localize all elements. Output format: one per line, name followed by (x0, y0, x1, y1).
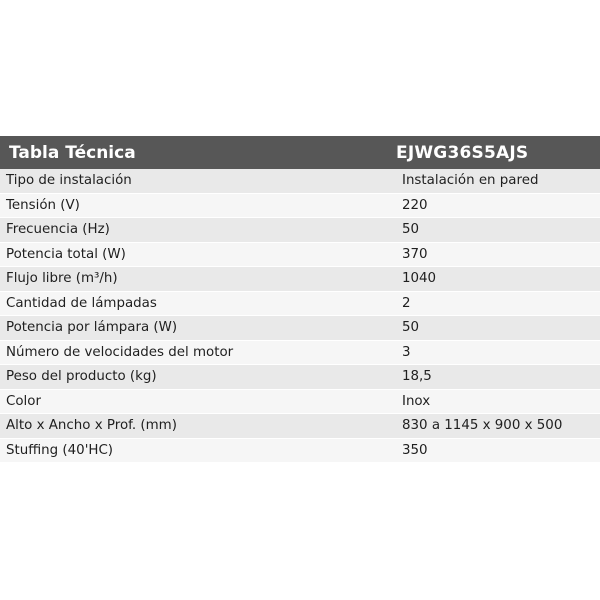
table-header (0, 136, 600, 169)
table-row (0, 414, 600, 439)
spec-value: 1040 (402, 271, 437, 287)
model-number: EJWG36S5AJS (396, 142, 529, 163)
table-row (0, 194, 600, 219)
spec-table (0, 136, 600, 463)
table-row (0, 218, 600, 243)
spec-label: Color (6, 393, 41, 409)
spec-label: Potencia total (W) (6, 246, 126, 262)
table-row (0, 292, 600, 317)
spec-value: 50 (402, 320, 420, 336)
spec-label: Alto x Ancho x Prof. (mm) (6, 418, 177, 434)
spec-value: 2 (402, 295, 411, 311)
spec-label: Cantidad de lámpadas (6, 295, 157, 311)
spec-value: 830 a 1145 x 900 x 500 (402, 418, 563, 434)
spec-label: Flujo libre (m³/h) (6, 271, 118, 287)
spec-value: Instalación en pared (402, 173, 539, 189)
spec-label: Potencia por lámpara (W) (6, 320, 178, 336)
spec-value: 3 (402, 344, 411, 360)
table-row (0, 390, 600, 415)
spec-value: 18,5 (402, 369, 432, 385)
table-row (0, 316, 600, 341)
table-row (0, 267, 600, 292)
spec-value: Inox (402, 393, 431, 409)
spec-value: 50 (402, 222, 420, 238)
table-title: Tabla Técnica (9, 142, 136, 163)
spec-value: 220 (402, 197, 428, 213)
spec-label: Peso del producto (kg) (6, 369, 157, 385)
table-row (0, 365, 600, 390)
spec-label: Número de velocidades del motor (6, 344, 234, 360)
spec-label: Frecuencia (Hz) (6, 222, 110, 238)
spec-value: 370 (402, 246, 428, 262)
table-row (0, 169, 600, 194)
table-row (0, 341, 600, 366)
spec-value: 350 (402, 442, 428, 458)
table-row (0, 439, 600, 464)
table-row (0, 243, 600, 268)
spec-label: Tipo de instalación (6, 173, 132, 189)
spec-label: Tensión (V) (6, 197, 80, 213)
spec-label: Stuffing (40'HC) (6, 442, 114, 458)
